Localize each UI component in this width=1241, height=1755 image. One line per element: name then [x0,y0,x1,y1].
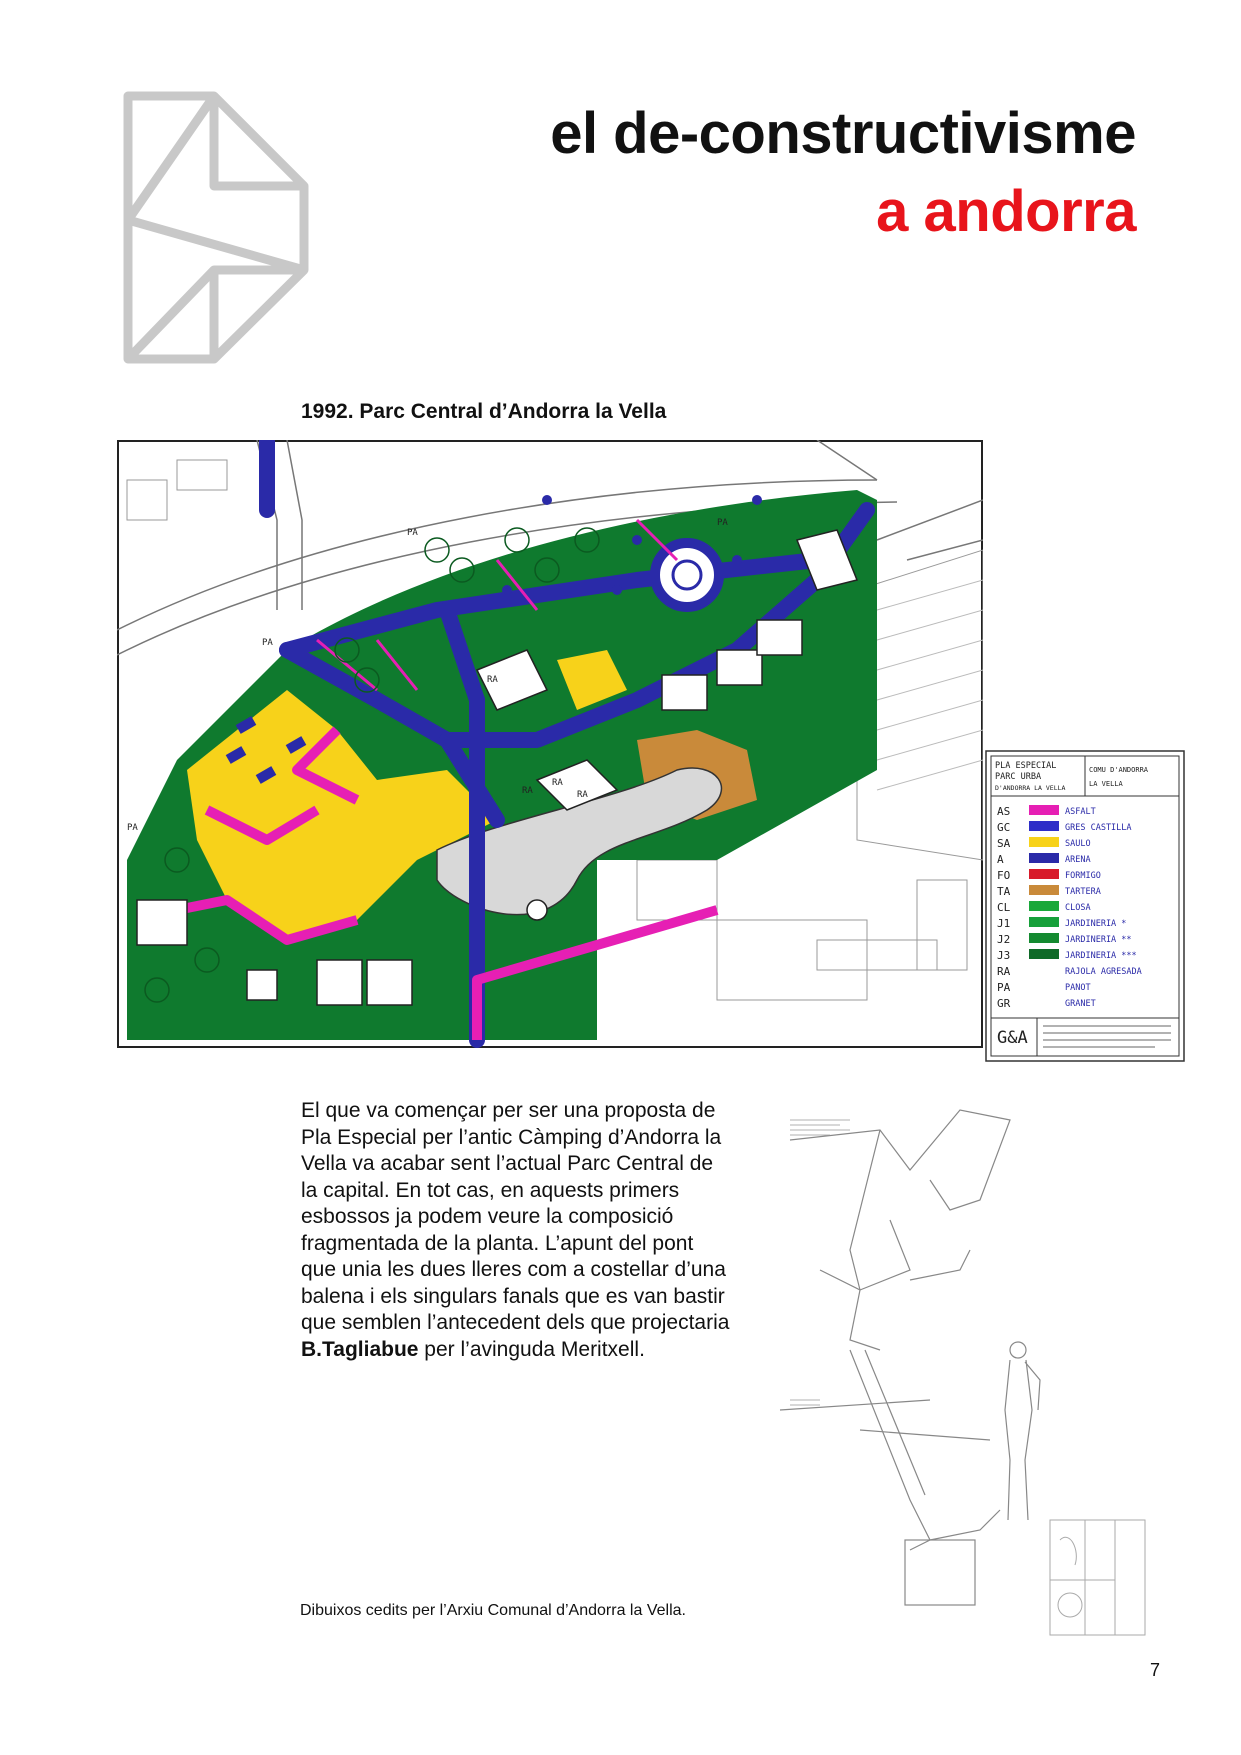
legend-label: JARDINERIA ** [1065,935,1132,945]
legend-swatch [1029,901,1059,911]
legend-label: GRANET [1065,999,1096,1009]
legend-swatch [1029,837,1059,847]
legend-label: TARTERA [1065,887,1101,897]
legend-code: J2 [997,933,1011,946]
legend-heading: PLA ESPECIAL [995,761,1057,771]
legend-label: FORMIGO [1065,871,1101,881]
legend-swatch [1029,853,1059,863]
legend-label: GRES CASTILLA [1065,823,1132,833]
body-text-part: El que va començar per ser una proposta de Pla Especial per l’antic Càmping d’Andorra la Vella va acabar sent l’actual Parc Central de la capital. En tot cas, en aquests primers esbossos ja podem veure la composició fragmentada de la planta. L’apunt del pont que unia les dues lleres com a costellar d’una balena i els singulars fanals que es van bastir que semblen l’antecedent dels que projectaria [301,1099,730,1334]
legend-label: ARENA [1065,855,1091,865]
logo-mark [122,90,312,365]
body-paragraph [301,1098,733,1363]
legend-heading: COMU D'ANDORRA [1089,766,1149,774]
legend-label: JARDINERIA *** [1065,951,1137,961]
legend-label: RAJOLA AGRESADA [1065,967,1142,977]
legend-code: A [997,853,1004,866]
legend-swatch [1029,821,1059,831]
legend-heading: PARC URBA [995,772,1042,782]
legend-code: SA [997,837,1011,850]
page-title-line1: el de-constructivisme [550,101,1136,166]
page-number: 7 [1150,1660,1161,1680]
image-credits: Dibuixos cedits per l’Arxiu Comunal d’Andorra la Vella. [300,1602,686,1619]
legend-swatch [1029,869,1059,879]
legend-label: CLOSA [1065,903,1091,913]
legend-code: J3 [997,949,1011,962]
legend-code: AS [997,805,1011,818]
page-title-line2: a andorra [876,179,1136,244]
legend-code: GR [997,997,1011,1010]
legend-swatch [1029,805,1059,815]
legend-label: PANOT [1065,983,1091,993]
plan-label: RA [487,675,498,685]
legend-label: JARDINERIA * [1065,919,1127,929]
legend-code: TA [997,885,1011,898]
legend-heading: D'ANDORRA LA VELLA [995,784,1066,792]
plan-label: RA [522,786,533,796]
legend-code: GC [997,821,1011,834]
legend-label: SAULO [1065,839,1091,849]
legend-code: RA [997,965,1011,978]
legend-swatch [1029,933,1059,943]
plan-label: PA [262,638,273,648]
legend-footer-logo: G&A [997,1028,1028,1048]
street-lamp-sketch [760,1100,1160,1640]
legend-heading: LA VELLA [1089,780,1123,788]
plan-legend [985,750,1185,1062]
plan-label: RA [552,778,563,788]
legend-code: CL [997,901,1011,914]
legend-code: FO [997,869,1011,882]
plan-label: RA [577,790,588,800]
legend-swatch [1029,949,1059,959]
legend-swatch [1029,917,1059,927]
legend-swatch [1029,885,1059,895]
body-text-bold: B.Tagliabue [301,1337,419,1361]
figure-caption: 1992. Parc Central d’Andorra la Vella [301,400,667,423]
legend-label: ASFALT [1065,807,1096,817]
plan-label: PA [407,528,418,538]
legend-code: PA [997,981,1011,994]
body-text-part: per l’avinguda Meritxell. [418,1337,645,1361]
plan-label: PA [717,518,728,528]
legend-code: J1 [997,917,1011,930]
park-site-plan [117,440,983,1048]
plan-label: PA [127,823,138,833]
